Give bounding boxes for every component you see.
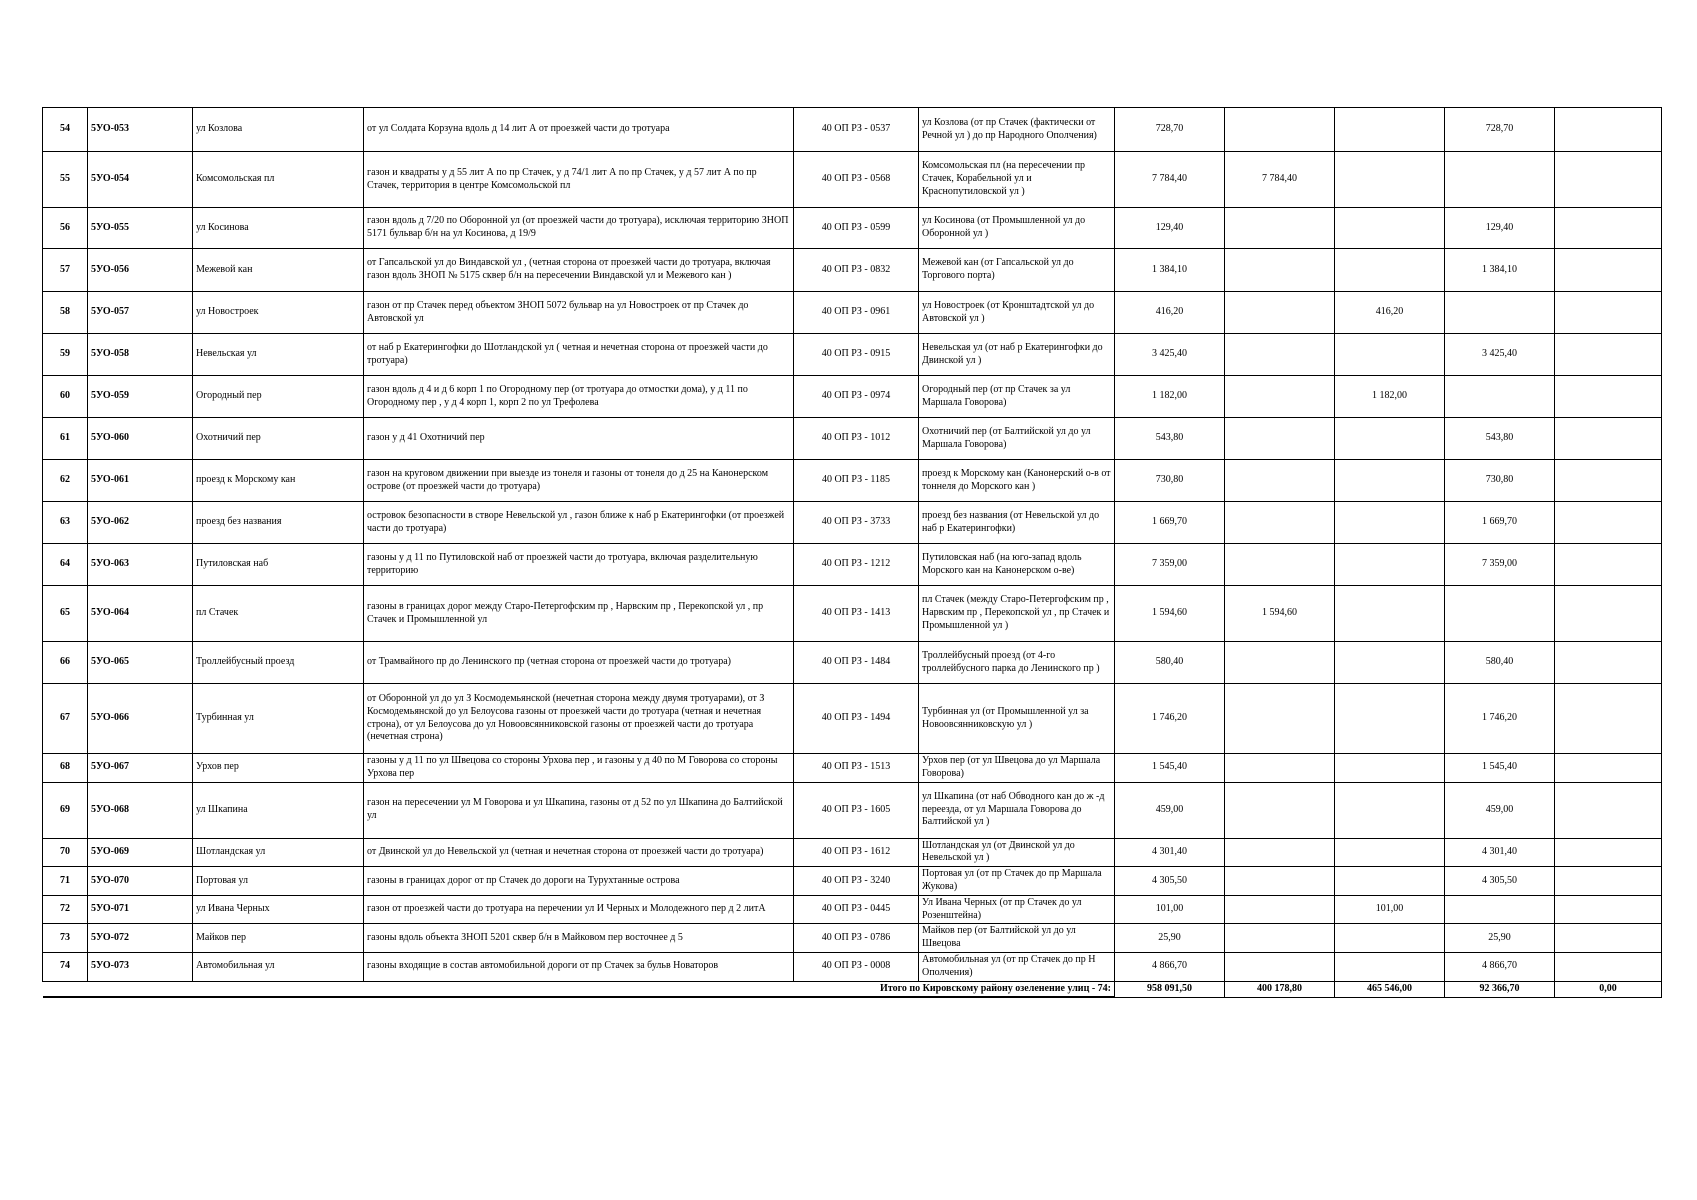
value-col-3: 459,00: [1445, 782, 1555, 838]
value-col-3: 543,80: [1445, 418, 1555, 460]
street-name: ул Косинова: [193, 208, 364, 249]
area-total: 4 305,50: [1115, 867, 1225, 896]
area-total: 1 746,20: [1115, 684, 1225, 754]
total-value-2: 465 546,00: [1335, 981, 1445, 997]
row-number: 57: [43, 249, 88, 292]
road-id: 40 ОП РЗ - 0786: [794, 924, 919, 953]
row-number: 66: [43, 642, 88, 684]
row-number: 64: [43, 544, 88, 586]
table-row: [43, 924, 1662, 953]
table-row: [43, 108, 1662, 152]
area-total: 416,20: [1115, 292, 1225, 334]
road-full-name: ул Косинова (от Промышленной ул до Оборонной ул ): [919, 208, 1115, 249]
road-id: 40 ОП РЗ - 0445: [794, 895, 919, 924]
value-col-2: [1335, 152, 1445, 208]
row-number: 63: [43, 502, 88, 544]
object-code: 5УО-063: [88, 544, 193, 586]
row-number: 71: [43, 867, 88, 896]
row-number: 61: [43, 418, 88, 460]
street-name: Портовая ул: [193, 867, 364, 896]
road-full-name: Межевой кан (от Гапсальской ул до Торгового порта): [919, 249, 1115, 292]
area-total: 1 669,70: [1115, 502, 1225, 544]
value-col-3: [1445, 895, 1555, 924]
area-total: 1 545,40: [1115, 754, 1225, 783]
object-code: 5УО-071: [88, 895, 193, 924]
area-description: от ул Солдата Корзуна вдоль д 14 лит А от проезжей части до тротуара: [364, 108, 794, 152]
total-row: [43, 981, 1662, 997]
object-code: 5УО-070: [88, 867, 193, 896]
value-col-4: [1555, 376, 1662, 418]
road-id: 40 ОП РЗ - 0599: [794, 208, 919, 249]
area-description: от наб р Екатерингофки до Шотландской ул ( четная и нечетная сторона от проезжей части до тротуара): [364, 334, 794, 376]
value-col-1: [1225, 895, 1335, 924]
road-full-name: Ул Ивана Черных (от пр Стачек до ул Розенштейна): [919, 895, 1115, 924]
road-id: 40 ОП РЗ - 1185: [794, 460, 919, 502]
value-col-2: [1335, 108, 1445, 152]
object-code: 5УО-061: [88, 460, 193, 502]
value-col-2: [1335, 460, 1445, 502]
road-full-name: проезд к Морскому кан (Канонерский о-в от тоннеля до Морского кан ): [919, 460, 1115, 502]
area-total: 543,80: [1115, 418, 1225, 460]
value-col-3: 129,40: [1445, 208, 1555, 249]
area-description: от Оборонной ул до ул З Космодемьянской (нечетная сторона между двумя тротуарами), от З Космодемьянской до ул Белоусова газоны от проезжей части до тротуара (четная и нечетная строна), от ул Белоусова до ул Новоовсянниковской газоны от проезжей части до тротуара (нечетная строна): [364, 684, 794, 754]
object-code: 5УО-057: [88, 292, 193, 334]
area-description: газоны в границах дорог от пр Стачек до дороги на Турухтанные острова: [364, 867, 794, 896]
area-description: от Двинской ул до Невельской ул (четная и нечетная сторона от проезжей части до тротуара): [364, 838, 794, 867]
area-total: 1 384,10: [1115, 249, 1225, 292]
road-full-name: ул Шкапина (от наб Обводного кан до ж -д переезда, от ул Маршала Говорова до Балтийской ул ): [919, 782, 1115, 838]
area-total: 25,90: [1115, 924, 1225, 953]
road-full-name: Троллейбусный проезд (от 4-го троллейбусного парка до Ленинского пр ): [919, 642, 1115, 684]
area-description: газон вдоль д 4 и д 6 корп 1 по Огородному пер (от тротуара до отмостки дома), у д 11 по Огородному пер , у д 4 корп 1, корп 2 по ул Трефолева: [364, 376, 794, 418]
object-code: 5УО-069: [88, 838, 193, 867]
object-code: 5УО-060: [88, 418, 193, 460]
road-id: 40 ОП РЗ - 0832: [794, 249, 919, 292]
road-full-name: Майков пер (от Балтийской ул до ул Швецова: [919, 924, 1115, 953]
table-row: [43, 895, 1662, 924]
object-code: 5УО-072: [88, 924, 193, 953]
street-name: пл Стачек: [193, 586, 364, 642]
table-row: [43, 152, 1662, 208]
area-description: газоны входящие в состав автомобильной дороги от пр Стачек за бульв Новаторов: [364, 952, 794, 981]
row-number: 70: [43, 838, 88, 867]
value-col-4: [1555, 895, 1662, 924]
total-area: 958 091,50: [1115, 981, 1225, 997]
area-description: газоны в границах дорог между Старо-Петергофским пр , Нарвским пр , Перекопской ул , пр Стачек и Промышленной ул: [364, 586, 794, 642]
road-id: 40 ОП РЗ - 0568: [794, 152, 919, 208]
value-col-3: [1445, 586, 1555, 642]
street-name: Комсомольская пл: [193, 152, 364, 208]
road-id: 40 ОП РЗ - 1012: [794, 418, 919, 460]
value-col-1: [1225, 544, 1335, 586]
value-col-1: [1225, 418, 1335, 460]
area-total: 580,40: [1115, 642, 1225, 684]
value-col-2: 1 182,00: [1335, 376, 1445, 418]
value-col-1: [1225, 924, 1335, 953]
area-total: 728,70: [1115, 108, 1225, 152]
object-code: 5УО-065: [88, 642, 193, 684]
street-name: ул Шкапина: [193, 782, 364, 838]
area-total: 730,80: [1115, 460, 1225, 502]
table-row: [43, 754, 1662, 783]
area-description: газоны у д 11 по Путиловской наб от проезжей части до тротуара, включая разделительную территорию: [364, 544, 794, 586]
value-col-3: 1 384,10: [1445, 249, 1555, 292]
road-id: 40 ОП РЗ - 0961: [794, 292, 919, 334]
value-col-4: [1555, 754, 1662, 783]
table-row: [43, 418, 1662, 460]
area-description: газон у д 41 Охотничий пер: [364, 418, 794, 460]
value-col-3: [1445, 376, 1555, 418]
value-col-3: 1 545,40: [1445, 754, 1555, 783]
road-full-name: Невельская ул (от наб р Екатерингофки до Двинской ул ): [919, 334, 1115, 376]
value-col-4: [1555, 502, 1662, 544]
area-description: газон от пр Стачек перед объектом ЗНОП 5072 бульвар на ул Новостроек от пр Стачек до Автовской ул: [364, 292, 794, 334]
value-col-4: [1555, 292, 1662, 334]
value-col-1: [1225, 952, 1335, 981]
value-col-4: [1555, 108, 1662, 152]
road-full-name: Шотландская ул (от Двинской ул до Невельской ул ): [919, 838, 1115, 867]
street-name: ул Ивана Черных: [193, 895, 364, 924]
road-full-name: Огородный пер (от пр Стачек за ул Маршала Говорова): [919, 376, 1115, 418]
total-label: Итого по Кировскому району озеленение улиц - 74:: [43, 981, 1115, 997]
value-col-1: [1225, 642, 1335, 684]
object-code: 5УО-058: [88, 334, 193, 376]
row-number: 67: [43, 684, 88, 754]
table-row: [43, 292, 1662, 334]
object-code: 5УО-056: [88, 249, 193, 292]
table-row: [43, 208, 1662, 249]
area-total: 129,40: [1115, 208, 1225, 249]
area-total: 101,00: [1115, 895, 1225, 924]
value-col-3: 728,70: [1445, 108, 1555, 152]
value-col-1: [1225, 292, 1335, 334]
road-full-name: Урхов пер (от ул Швецова до ул Маршала Говорова): [919, 754, 1115, 783]
value-col-2: 416,20: [1335, 292, 1445, 334]
value-col-2: [1335, 208, 1445, 249]
table-row: [43, 334, 1662, 376]
road-id: 40 ОП РЗ - 0537: [794, 108, 919, 152]
row-number: 68: [43, 754, 88, 783]
object-code: 5УО-054: [88, 152, 193, 208]
value-col-3: 3 425,40: [1445, 334, 1555, 376]
value-col-2: [1335, 754, 1445, 783]
road-id: 40 ОП РЗ - 1413: [794, 586, 919, 642]
value-col-1: [1225, 838, 1335, 867]
road-full-name: Путиловская наб (на юго-запад вдоль Морского кан на Канонерском о-ве): [919, 544, 1115, 586]
value-col-3: 730,80: [1445, 460, 1555, 502]
street-name: Автомобильная ул: [193, 952, 364, 981]
road-full-name: ул Новостроек (от Кронштадтской ул до Автовской ул ): [919, 292, 1115, 334]
table-row: [43, 782, 1662, 838]
area-total: 7 784,40: [1115, 152, 1225, 208]
area-total: 3 425,40: [1115, 334, 1225, 376]
table-row: [43, 684, 1662, 754]
street-name: Троллейбусный проезд: [193, 642, 364, 684]
value-col-1: [1225, 376, 1335, 418]
street-name: Урхов пер: [193, 754, 364, 783]
value-col-3: 580,40: [1445, 642, 1555, 684]
object-code: 5УО-053: [88, 108, 193, 152]
row-number: 72: [43, 895, 88, 924]
area-description: газон на круговом движении при выезде из тонеля и газоны от тонеля до д 25 на Канонерском острове (от проезжей части до тротуара): [364, 460, 794, 502]
value-col-1: [1225, 334, 1335, 376]
value-col-1: [1225, 460, 1335, 502]
object-code: 5УО-068: [88, 782, 193, 838]
street-name: Охотничий пер: [193, 418, 364, 460]
value-col-2: [1335, 418, 1445, 460]
value-col-1: 7 784,40: [1225, 152, 1335, 208]
value-col-4: [1555, 782, 1662, 838]
row-number: 58: [43, 292, 88, 334]
road-id: 40 ОП РЗ - 1513: [794, 754, 919, 783]
value-col-2: [1335, 544, 1445, 586]
road-id: 40 ОП РЗ - 1612: [794, 838, 919, 867]
area-description: газон от проезжей части до тротуара на перечении ул И Черных и Молодежного пер д 2 литА: [364, 895, 794, 924]
total-value-1: 400 178,80: [1225, 981, 1335, 997]
area-description: газон вдоль д 7/20 по Оборонной ул (от проезжей части до тротуара), исключая территорию ЗНОП 5171 бульвар б/н на ул Косинова, д 19/9: [364, 208, 794, 249]
road-full-name: проезд без названия (от Невельской ул до наб р Екатерингофки): [919, 502, 1115, 544]
value-col-2: [1335, 838, 1445, 867]
table-row: [43, 376, 1662, 418]
street-name: Межевой кан: [193, 249, 364, 292]
area-total: 459,00: [1115, 782, 1225, 838]
value-col-2: [1335, 249, 1445, 292]
row-number: 55: [43, 152, 88, 208]
street-name: Майков пер: [193, 924, 364, 953]
area-total: 1 594,60: [1115, 586, 1225, 642]
value-col-4: [1555, 544, 1662, 586]
road-full-name: пл Стачек (между Старо-Петергофским пр , Нарвским пр , Перекопской ул , пр Стачек и Промышленной ул ): [919, 586, 1115, 642]
road-id: 40 ОП РЗ - 1484: [794, 642, 919, 684]
road-full-name: Портовая ул (от пр Стачек до пр Маршала Жукова): [919, 867, 1115, 896]
value-col-4: [1555, 249, 1662, 292]
road-id: 40 ОП РЗ - 0915: [794, 334, 919, 376]
value-col-2: [1335, 586, 1445, 642]
area-description: от Гапсальской ул до Виндавской ул , (четная сторона от проезжей части до тротуара, включая газон вдоль ЗНОП № 5175 сквер б/н на пересечении Виндавской ул и Межевого кан ): [364, 249, 794, 292]
table-row: [43, 642, 1662, 684]
value-col-4: [1555, 838, 1662, 867]
value-col-4: [1555, 152, 1662, 208]
value-col-4: [1555, 952, 1662, 981]
street-name: Путиловская наб: [193, 544, 364, 586]
row-number: 69: [43, 782, 88, 838]
table-row: [43, 544, 1662, 586]
road-id: 40 ОП РЗ - 1212: [794, 544, 919, 586]
row-number: 59: [43, 334, 88, 376]
road-full-name: Охотничий пер (от Балтийской ул до ул Маршала Говорова): [919, 418, 1115, 460]
road-id: 40 ОП РЗ - 1605: [794, 782, 919, 838]
value-col-3: 1 746,20: [1445, 684, 1555, 754]
value-col-1: [1225, 108, 1335, 152]
table-row: [43, 586, 1662, 642]
area-total: 4 866,70: [1115, 952, 1225, 981]
road-full-name: Турбинная ул (от Промышленной ул за Новоовсянниковскую ул ): [919, 684, 1115, 754]
area-description: от Трамвайного пр до Ленинского пр (четная сторона от проезжей части до тротуара): [364, 642, 794, 684]
street-name: Шотландская ул: [193, 838, 364, 867]
value-col-4: [1555, 334, 1662, 376]
object-code: 5УО-062: [88, 502, 193, 544]
value-col-1: [1225, 249, 1335, 292]
object-code: 5УО-059: [88, 376, 193, 418]
row-number: 74: [43, 952, 88, 981]
value-col-1: [1225, 782, 1335, 838]
area-total: 7 359,00: [1115, 544, 1225, 586]
object-code: 5УО-055: [88, 208, 193, 249]
row-number: 73: [43, 924, 88, 953]
value-col-1: 1 594,60: [1225, 586, 1335, 642]
total-value-3: 92 366,70: [1445, 981, 1555, 997]
value-col-4: [1555, 418, 1662, 460]
value-col-1: [1225, 502, 1335, 544]
value-col-2: [1335, 642, 1445, 684]
street-name: ул Новостроек: [193, 292, 364, 334]
value-col-3: 4 305,50: [1445, 867, 1555, 896]
object-code: 5УО-067: [88, 754, 193, 783]
value-col-2: 101,00: [1335, 895, 1445, 924]
value-col-3: 7 359,00: [1445, 544, 1555, 586]
value-col-3: [1445, 152, 1555, 208]
value-col-3: 25,90: [1445, 924, 1555, 953]
object-code: 5УО-064: [88, 586, 193, 642]
road-full-name: ул Козлова (от пр Стачек (фактически от Речной ул ) до пр Народного Ополчения): [919, 108, 1115, 152]
value-col-2: [1335, 924, 1445, 953]
value-col-1: [1225, 867, 1335, 896]
value-col-4: [1555, 867, 1662, 896]
area-total: 1 182,00: [1115, 376, 1225, 418]
object-code: 5УО-073: [88, 952, 193, 981]
value-col-4: [1555, 586, 1662, 642]
area-description: газон на пересечении ул М Говорова и ул Шкапина, газоны от д 52 по ул Шкапина до Балтийской ул: [364, 782, 794, 838]
road-id: 40 ОП РЗ - 0974: [794, 376, 919, 418]
table-row: [43, 502, 1662, 544]
road-id: 40 ОП РЗ - 3240: [794, 867, 919, 896]
value-col-1: [1225, 754, 1335, 783]
table-row: [43, 867, 1662, 896]
value-col-4: [1555, 460, 1662, 502]
object-code: 5УО-066: [88, 684, 193, 754]
road-id: 40 ОП РЗ - 3733: [794, 502, 919, 544]
value-col-3: 4 301,40: [1445, 838, 1555, 867]
value-col-2: [1335, 334, 1445, 376]
value-col-4: [1555, 924, 1662, 953]
value-col-2: [1335, 502, 1445, 544]
value-col-3: [1445, 292, 1555, 334]
row-number: 62: [43, 460, 88, 502]
value-col-4: [1555, 208, 1662, 249]
street-name: проезд без названия: [193, 502, 364, 544]
row-number: 54: [43, 108, 88, 152]
table-row: [43, 249, 1662, 292]
table-row: [43, 952, 1662, 981]
street-name: Турбинная ул: [193, 684, 364, 754]
value-col-1: [1225, 684, 1335, 754]
street-name: ул Козлова: [193, 108, 364, 152]
row-number: 60: [43, 376, 88, 418]
street-name: проезд к Морскому кан: [193, 460, 364, 502]
greenery-table: [42, 107, 1662, 998]
value-col-2: [1335, 952, 1445, 981]
value-col-4: [1555, 684, 1662, 754]
value-col-3: 1 669,70: [1445, 502, 1555, 544]
row-number: 65: [43, 586, 88, 642]
area-description: газоны вдоль объекта ЗНОП 5201 сквер б/н в Майковом пер восточнее д 5: [364, 924, 794, 953]
road-id: 40 ОП РЗ - 1494: [794, 684, 919, 754]
street-name: Огородный пер: [193, 376, 364, 418]
area-description: газоны у д 11 по ул Швецова со стороны Урхова пер , и газоны у д 40 по М Говорова со стороны Урхова пер: [364, 754, 794, 783]
road-full-name: Автомобильная ул (от пр Стачек до пр Н Ополчения): [919, 952, 1115, 981]
street-name: Невельская ул: [193, 334, 364, 376]
value-col-2: [1335, 867, 1445, 896]
area-total: 4 301,40: [1115, 838, 1225, 867]
total-value-4: 0,00: [1555, 981, 1662, 997]
value-col-4: [1555, 642, 1662, 684]
road-id: 40 ОП РЗ - 0008: [794, 952, 919, 981]
value-col-2: [1335, 684, 1445, 754]
table-row: [43, 460, 1662, 502]
value-col-2: [1335, 782, 1445, 838]
table-row: [43, 838, 1662, 867]
area-description: газон и квадраты у д 55 лит А по пр Стачек, у д 74/1 лит А по пр Стачек, у д 57 лит А по пр Стачек, территория в центре Комсомольской пл: [364, 152, 794, 208]
value-col-3: 4 866,70: [1445, 952, 1555, 981]
row-number: 56: [43, 208, 88, 249]
value-col-1: [1225, 208, 1335, 249]
area-description: островок безопасности в створе Невельской ул , газон ближе к наб р Екатерингофки (от проезжей части до тротуара): [364, 502, 794, 544]
road-full-name: Комсомольская пл (на пересечении пр Стачек, Корабельной ул и Краснопутиловской ул ): [919, 152, 1115, 208]
